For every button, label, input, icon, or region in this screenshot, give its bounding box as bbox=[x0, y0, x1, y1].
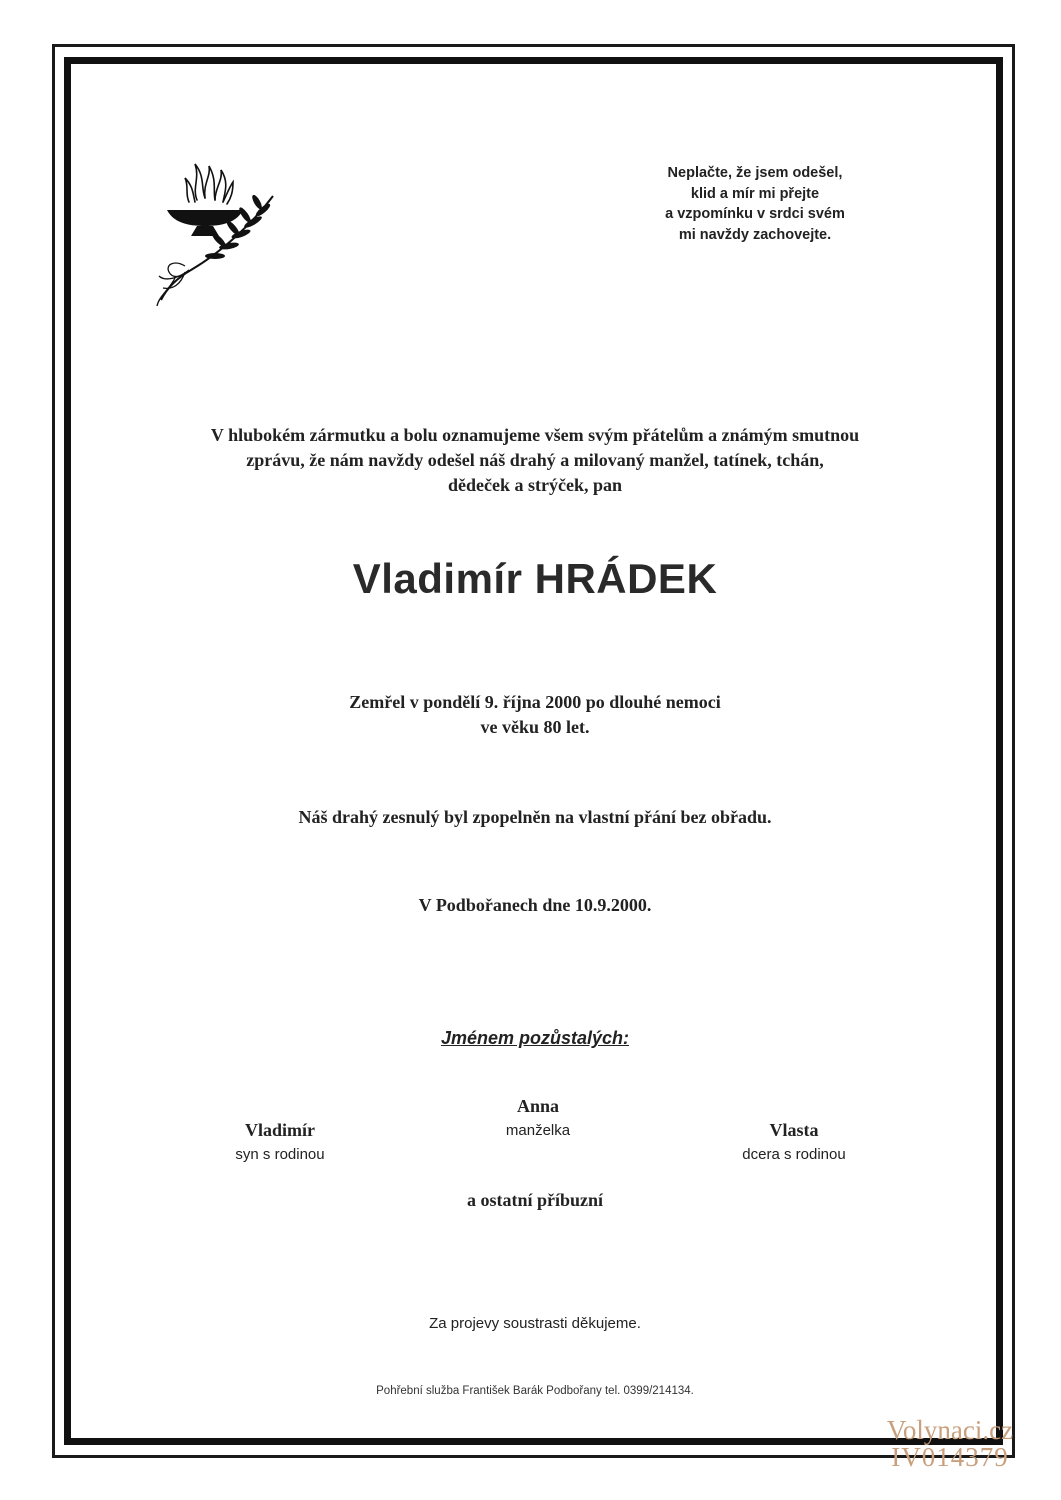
verse-line: klid a mír mi přejte bbox=[690, 185, 820, 202]
death-info-line: ve věku 80 let. bbox=[480, 717, 590, 737]
funeral-service-footer: Pohřební služba František Barák Podbořany tel. 0399/214134. bbox=[376, 1385, 694, 1397]
mourner-relation: manželka bbox=[505, 1122, 571, 1139]
verse bbox=[620, 163, 890, 245]
mourner-name: Anna bbox=[516, 1096, 560, 1116]
mourner-relation: dcera s rodinou bbox=[742, 1146, 846, 1163]
announcement-line: V hlubokém zármutku a bolu oznamujeme všem svým přátelům a známým smutnou bbox=[210, 425, 860, 445]
watermark-site: Volynaci.cz bbox=[886, 1415, 1014, 1445]
death-info-line: Zemřel v pondělí 9. října 2000 po dlouhé nemoci bbox=[349, 692, 721, 712]
mourner-name: Vladimír bbox=[245, 1120, 315, 1140]
other-relatives: a ostatní příbuzní bbox=[466, 1190, 604, 1210]
watermark-id: IV014379 bbox=[891, 1442, 1009, 1472]
verse-line: mi navždy zachovejte. bbox=[678, 226, 832, 243]
mourner-name: Vlasta bbox=[769, 1120, 819, 1140]
mourner-daughter bbox=[664, 1120, 924, 1163]
cremation-note: Náš drahý zesnulý byl zpopelněn na vlastní přání bez obřadu. bbox=[298, 807, 772, 827]
mourner-relation: syn s rodinou bbox=[235, 1146, 325, 1163]
thanks-note: Za projevy soustrasti děkujeme. bbox=[429, 1315, 641, 1332]
mourner-wife bbox=[408, 1096, 668, 1139]
death-info bbox=[120, 690, 950, 740]
mourner-son bbox=[150, 1120, 410, 1163]
announcement-text bbox=[120, 423, 950, 498]
survivors-heading: Jménem pozůstalých: bbox=[440, 1028, 630, 1048]
verse-line: Neplačte, že jsem odešel, bbox=[667, 165, 843, 181]
flame-bowl-laurel-icon bbox=[145, 160, 285, 310]
place-date: V Podbořanech dne 10.9.2000. bbox=[418, 895, 652, 915]
deceased-name: Vladimír HRÁDEK bbox=[352, 555, 718, 602]
announcement-line: dědeček a strýček, pan bbox=[448, 475, 622, 495]
announcement-line: zprávu, že nám navždy odešel náš drahý a milovaný manžel, tatínek, tchán, bbox=[246, 450, 824, 470]
verse-line: a vzpomínku v srdci svém bbox=[665, 206, 845, 222]
